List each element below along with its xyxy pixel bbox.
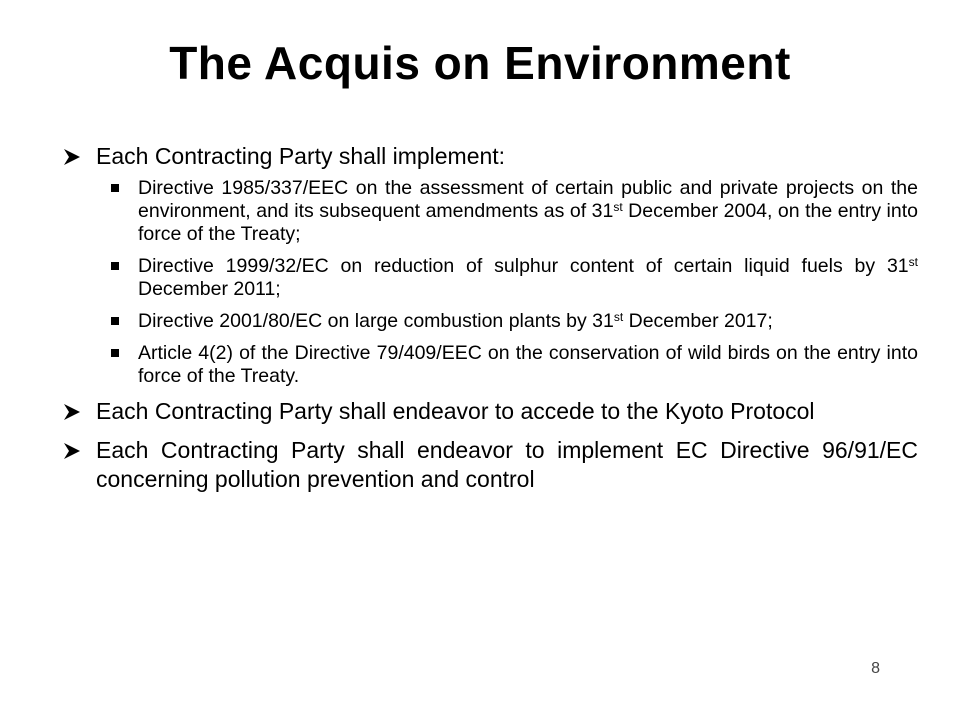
slide-content — [62, 142, 918, 504]
ordinal-suffix: st — [908, 255, 918, 269]
bullet-item — [62, 397, 918, 426]
sub-bullet-text: Directive 1999/32/EC on reduction of sulphur content of certain liquid fuels by 31 — [138, 255, 909, 277]
sub-bullet-text: Directive 1985/337/EEC on the assessment of certain public and private projects on the environment, and its subsequent amendments as of 31 — [138, 177, 918, 222]
sub-bullet-list — [62, 177, 918, 388]
sub-bullet-item — [62, 310, 918, 333]
ordinal-suffix: st — [613, 310, 624, 324]
square-bullet-icon — [111, 317, 119, 325]
page-number: 8 — [871, 660, 880, 677]
sub-bullet-text: Directive 2001/80/EC on large combustion plants by 31 — [138, 310, 614, 332]
ordinal-suffix: st — [613, 200, 623, 214]
square-bullet-icon — [111, 262, 119, 270]
arrowhead-bullet-icon — [62, 436, 86, 465]
sub-bullet-item — [62, 255, 918, 301]
sub-bullet-item — [62, 177, 918, 246]
sub-bullet-text-cont: December 2017; — [623, 310, 773, 332]
sub-bullet-item — [62, 342, 918, 388]
arrowhead-bullet-icon — [62, 142, 86, 171]
bullet-text: Each Contracting Party shall implement: — [96, 143, 506, 169]
sub-bullet-text: Article 4(2) of the Directive 79/409/EEC on the conservation of wild birds on the entry into force of the Treaty. — [138, 342, 918, 387]
bullet-text: Each Contracting Party shall endeavor to accede to the Kyoto Protocol — [96, 398, 815, 424]
bullet-text: Each Contracting Party shall endeavor to implement EC Directive 96/91/EC concerning pollution prevention and control — [96, 437, 918, 492]
bullet-item — [62, 142, 918, 171]
arrowhead-bullet-icon — [62, 397, 86, 426]
sub-bullet-text-cont: December 2011; — [138, 278, 281, 300]
slide-title: The Acquis on Environment — [169, 37, 791, 89]
square-bullet-icon — [111, 349, 119, 357]
square-bullet-icon — [111, 184, 119, 192]
sub-bullet-text-cont: December 2004, on the entry into force of the Treaty; — [138, 200, 918, 245]
bullet-item — [62, 436, 918, 494]
